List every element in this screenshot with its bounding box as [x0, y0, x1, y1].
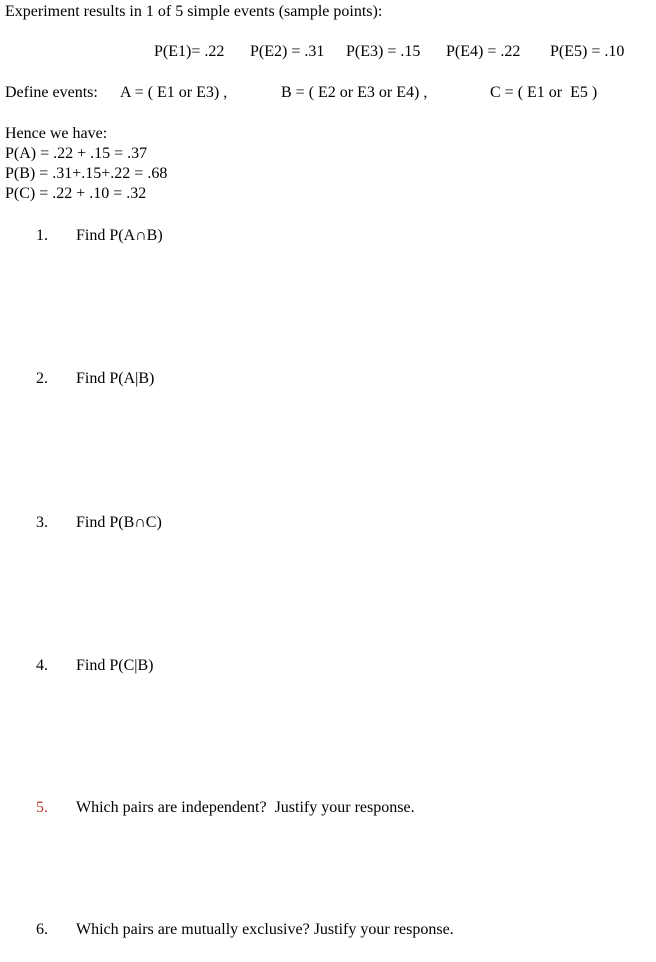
probability-e2: P(E2) = .31 [250, 43, 325, 60]
question-text: Find P(A|B) [76, 370, 155, 387]
question-text: Find P(A∩B) [76, 227, 163, 244]
event-c-definition: C = ( E1 or E5 ) [490, 84, 598, 101]
question-number: 6. [36, 921, 48, 938]
probability-e3: P(E3) = .15 [346, 43, 421, 60]
probability-e1: P(E1)= .22 [154, 43, 225, 60]
event-b-definition: B = ( E2 or E3 or E4) , [281, 84, 428, 101]
prob-b-line: P(B) = .31+.15+.22 = .68 [5, 165, 168, 182]
question-number-highlighted: 5. [36, 799, 48, 816]
question-text: Which pairs are independent? Justify your response. [76, 799, 415, 816]
question-number: 1. [36, 227, 48, 244]
prob-a-line: P(A) = .22 + .15 = .37 [5, 145, 148, 162]
question-number: 3. [36, 514, 48, 531]
prob-c-line: P(C) = .22 + .10 = .32 [5, 185, 147, 202]
hence-intro: Hence we have: [5, 125, 108, 142]
probability-e4: P(E4) = .22 [446, 43, 521, 60]
define-events-label: Define events: [5, 84, 98, 101]
heading: Experiment results in 1 of 5 simple events (sample points): [5, 3, 383, 20]
probability-e5: P(E5) = .10 [550, 43, 625, 60]
question-text: Which pairs are mutually exclusive? Justify your response. [76, 921, 454, 938]
question-text: Find P(B∩C) [76, 514, 162, 531]
event-a-definition: A = ( E1 or E3) , [120, 84, 228, 101]
question-number: 4. [36, 657, 48, 674]
question-text: Find P(C|B) [76, 657, 154, 674]
question-number: 2. [36, 370, 48, 387]
